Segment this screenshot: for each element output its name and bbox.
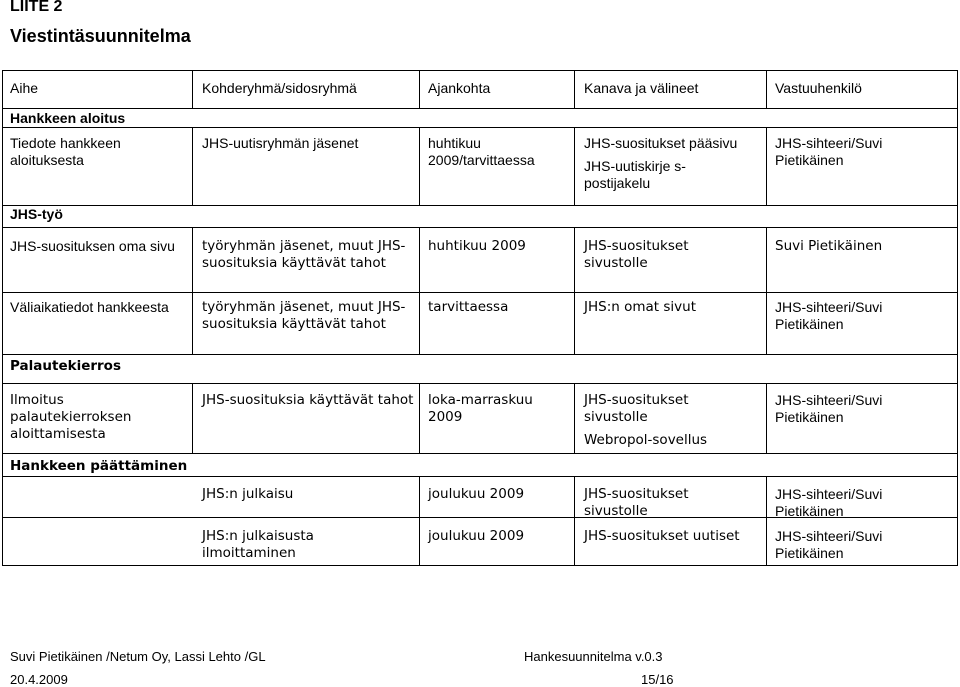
row2-kanava: JHS-suositukset sivustolle <box>584 238 689 271</box>
row1-kanava-item2: JHS-uutiskirje s-postijakelu <box>584 158 686 191</box>
section-hankkeen-paattaminen: Hankkeen päättäminen <box>10 458 188 474</box>
row1-kohderyhma: JHS-uutisryhmän jäsenet <box>202 135 359 151</box>
row4-vastuuhenkilo: JHS-sihteeri/Suvi Pietikäinen <box>775 392 883 425</box>
document-title: Viestintäsuunnitelma <box>10 26 191 46</box>
row5-aihe: JHS:n julkaisu <box>202 486 294 502</box>
communication-plan-table <box>0 70 960 645</box>
row4-kanava <box>584 392 762 449</box>
row1-aihe: Tiedote hankkeen aloituksesta <box>10 135 121 168</box>
section-palautekierros: Palautekierros <box>10 358 121 374</box>
row4-kanava-item1: JHS-suositukset sivustolle <box>584 392 689 425</box>
row1-ajankohta: huhtikuu 2009/tarvittaessa <box>428 135 535 168</box>
row2-vastuuhenkilo: Suvi Pietikäinen <box>775 238 883 254</box>
header-ajankohta: Ajankohta <box>428 80 491 96</box>
row4-aihe: Ilmoitus palautekierroksen aloittamisesta <box>10 392 132 442</box>
header-vastuuhenkilo: Vastuuhenkilö <box>775 80 862 96</box>
row3-kanava: JHS:n omat sivut <box>584 299 696 315</box>
row5-ajankohta: joulukuu 2009 <box>428 486 525 502</box>
footer-page-number: 15/16 <box>641 672 674 687</box>
appendix-label: LIITE 2 <box>10 0 63 15</box>
footer-authors: Suvi Pietikäinen /Netum Oy, Lassi Lehto /GL <box>10 649 266 664</box>
row4-kohderyhma: JHS-suosituksia käyttävät tahot <box>202 392 414 408</box>
row4-kanava-item2: Webropol-sovellus <box>584 432 708 448</box>
row3-kohderyhma: työryhmän jäsenet, muut JHS-suosituksia käyttävät tahot <box>202 299 406 332</box>
row2-ajankohta: huhtikuu 2009 <box>428 238 526 254</box>
header-kohderyhma: Kohderyhmä/sidosryhmä <box>202 80 357 96</box>
row1-kanava-item1: JHS-suositukset pääsivu <box>584 135 738 151</box>
row6-kanava: JHS-suositukset uutiset <box>584 528 740 544</box>
row5-kanava: JHS-suositukset sivustolle <box>584 486 689 519</box>
row3-ajankohta: tarvittaessa <box>428 299 509 315</box>
footer-date: 20.4.2009 <box>10 672 68 687</box>
row1-vastuuhenkilo: JHS-sihteeri/Suvi Pietikäinen <box>775 135 883 168</box>
row6-ajankohta: joulukuu 2009 <box>428 528 525 544</box>
row3-aihe: Väliaikatiedot hankkeesta <box>10 299 169 315</box>
footer-doc-version: Hankesuunnitelma v.0.3 <box>524 649 663 664</box>
header-kanava: Kanava ja välineet <box>584 80 699 96</box>
row4-ajankohta: loka-marraskuu 2009 <box>428 392 533 425</box>
row3-vastuuhenkilo: JHS-sihteeri/Suvi Pietikäinen <box>775 299 883 332</box>
row1-kanava <box>584 135 762 192</box>
row2-aihe: JHS-suosituksen oma sivu <box>10 238 175 254</box>
section-jhs-tyo: JHS-työ <box>10 206 63 222</box>
section-hankkeen-aloitus: Hankkeen aloitus <box>10 110 126 126</box>
row6-vastuuhenkilo: JHS-sihteeri/Suvi Pietikäinen <box>775 528 883 561</box>
row5-vastuuhenkilo: JHS-sihteeri/Suvi Pietikäinen <box>775 486 883 519</box>
row2-kohderyhma: työryhmän jäsenet, muut JHS-suosituksia käyttävät tahot <box>202 238 406 271</box>
row6-aihe: JHS:n julkaisusta ilmoittaminen <box>202 528 314 561</box>
header-aihe: Aihe <box>10 80 39 96</box>
